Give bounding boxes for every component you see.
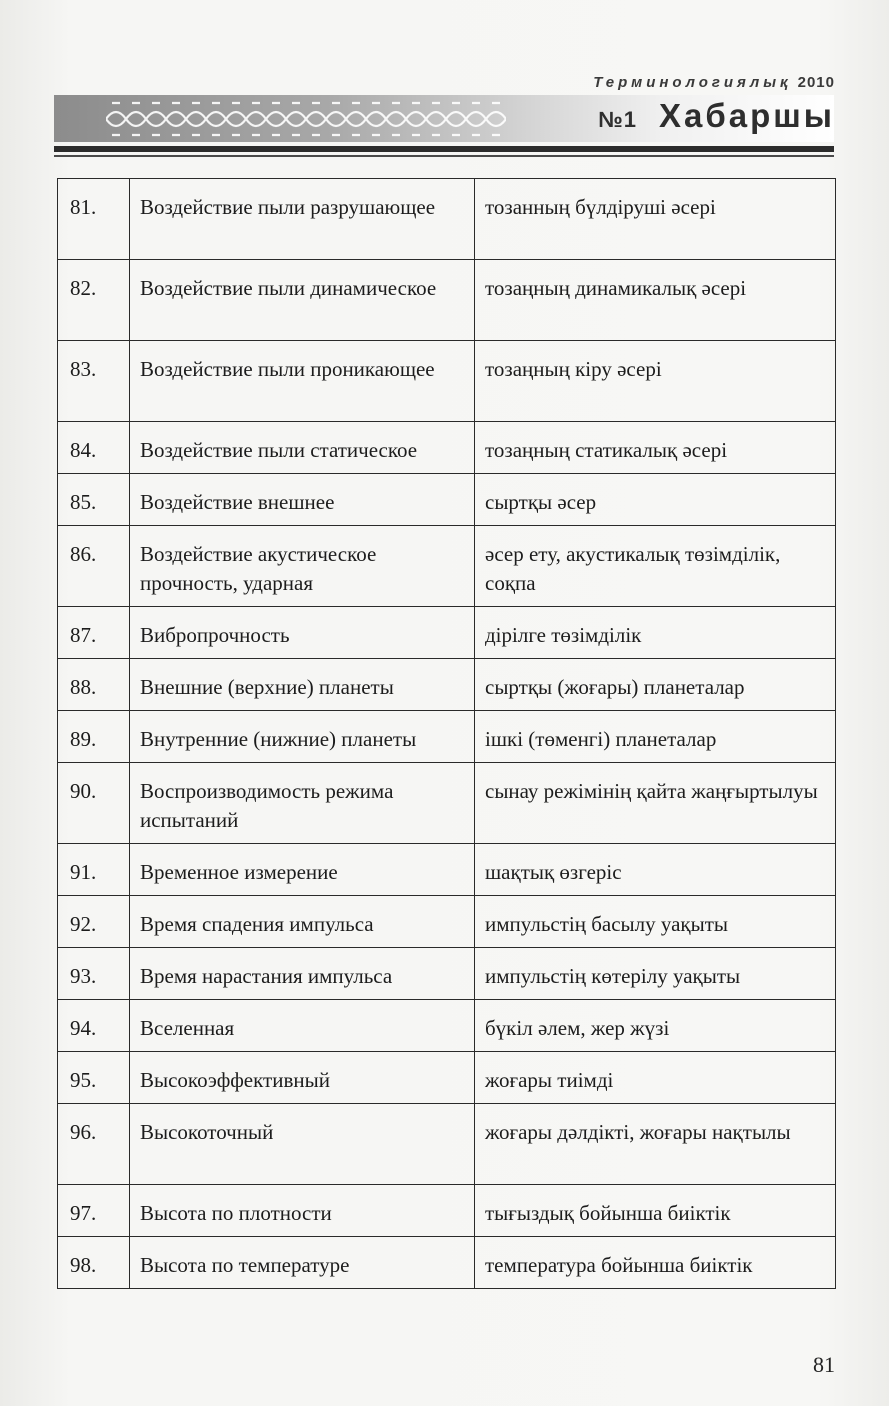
term-russian: Воздействие пыли статическое (130, 422, 475, 474)
term-russian: Вибропрочность (130, 607, 475, 659)
row-number: 86. (58, 526, 130, 607)
row-number: 89. (58, 711, 130, 763)
term-kazakh: температура бойынша биіктік (475, 1237, 836, 1289)
row-number: 96. (58, 1104, 130, 1185)
table-row (58, 422, 836, 474)
issue-heading (598, 97, 835, 135)
term-kazakh: тығыздық бойынша биіктік (475, 1185, 836, 1237)
term-russian: Временное измерение (130, 844, 475, 896)
term-russian: Воздействие пыли динамическое (130, 260, 475, 341)
term-kazakh: бүкіл әлем, жер жүзі (475, 1000, 836, 1052)
term-kazakh: тозаңның кіру әсері (475, 341, 836, 422)
table-row (58, 844, 836, 896)
term-kazakh: сынау режімінің қайта жаңғыртылуы (475, 763, 836, 844)
row-number: 93. (58, 948, 130, 1000)
term-kazakh: тозанның бүлдіруші әсері (475, 179, 836, 260)
term-russian: Высота по температуре (130, 1237, 475, 1289)
journal-title: Терминологиялық (593, 74, 792, 91)
row-number: 87. (58, 607, 130, 659)
table-row (58, 659, 836, 711)
term-russian: Воздействие пыли проникающее (130, 341, 475, 422)
table-row (58, 1237, 836, 1289)
table-row (58, 260, 836, 341)
term-kazakh: дірілге төзімділік (475, 607, 836, 659)
term-kazakh: импульстің басылу уақыты (475, 896, 836, 948)
term-russian: Высота по плотности (130, 1185, 475, 1237)
row-number: 91. (58, 844, 130, 896)
row-number: 82. (58, 260, 130, 341)
table-row (58, 1052, 836, 1104)
terminology-table (57, 178, 836, 1289)
row-number: 98. (58, 1237, 130, 1289)
row-number: 95. (58, 1052, 130, 1104)
table-row (58, 763, 836, 844)
term-kazakh: тозаңның статикалық әсері (475, 422, 836, 474)
term-kazakh: жоғары дәлдікті, жоғары нақтылы (475, 1104, 836, 1185)
page-number: 81 (813, 1352, 835, 1377)
table-row (58, 711, 836, 763)
ornament-pattern (106, 99, 506, 139)
table-row (58, 179, 836, 260)
term-russian: Время нарастания импульса (130, 948, 475, 1000)
term-kazakh: әсер ету, акустикалық төзімділік, соқпа (475, 526, 836, 607)
table-row (58, 474, 836, 526)
term-russian: Высокоточный (130, 1104, 475, 1185)
term-russian: Внешние (верхние) планеты (130, 659, 475, 711)
row-number: 83. (58, 341, 130, 422)
table-row (58, 526, 836, 607)
term-russian: Внутренние (нижние) планеты (130, 711, 475, 763)
term-russian: Воздействие внешнее (130, 474, 475, 526)
row-number: 84. (58, 422, 130, 474)
header-rule-thin (54, 155, 834, 157)
term-russian: Время спадения импульса (130, 896, 475, 948)
term-russian: Воздействие пыли разрушающее (130, 179, 475, 260)
table-row (58, 341, 836, 422)
row-number: 88. (58, 659, 130, 711)
term-kazakh: жоғары тиімді (475, 1052, 836, 1104)
term-kazakh: шақтық өзгеріс (475, 844, 836, 896)
row-number: 90. (58, 763, 130, 844)
table-row (58, 896, 836, 948)
term-kazakh: сыртқы әсер (475, 474, 836, 526)
term-kazakh: тозаңның динамикалық әсері (475, 260, 836, 341)
table-row (58, 607, 836, 659)
term-russian: Вселенная (130, 1000, 475, 1052)
journal-name (593, 74, 835, 91)
issue-number: №1 (598, 107, 638, 132)
table-row (58, 1185, 836, 1237)
term-russian: Воздействие акустическое прочность, ударная (130, 526, 475, 607)
row-number: 81. (58, 179, 130, 260)
journal-heading: Хабаршы (659, 97, 835, 134)
header-rule (54, 146, 834, 152)
row-number: 97. (58, 1185, 130, 1237)
row-number: 85. (58, 474, 130, 526)
row-number: 92. (58, 896, 130, 948)
table-row (58, 948, 836, 1000)
table-row (58, 1104, 836, 1185)
row-number: 94. (58, 1000, 130, 1052)
term-kazakh: сыртқы (жоғары) планеталар (475, 659, 836, 711)
term-russian: Высокоэффективный (130, 1052, 475, 1104)
term-kazakh: ішкі (төменгі) планеталар (475, 711, 836, 763)
journal-year: 2010 (797, 74, 835, 91)
term-kazakh: импульстің көтерілу уақыты (475, 948, 836, 1000)
table-row (58, 1000, 836, 1052)
term-russian: Воспроизводимость режима испытаний (130, 763, 475, 844)
